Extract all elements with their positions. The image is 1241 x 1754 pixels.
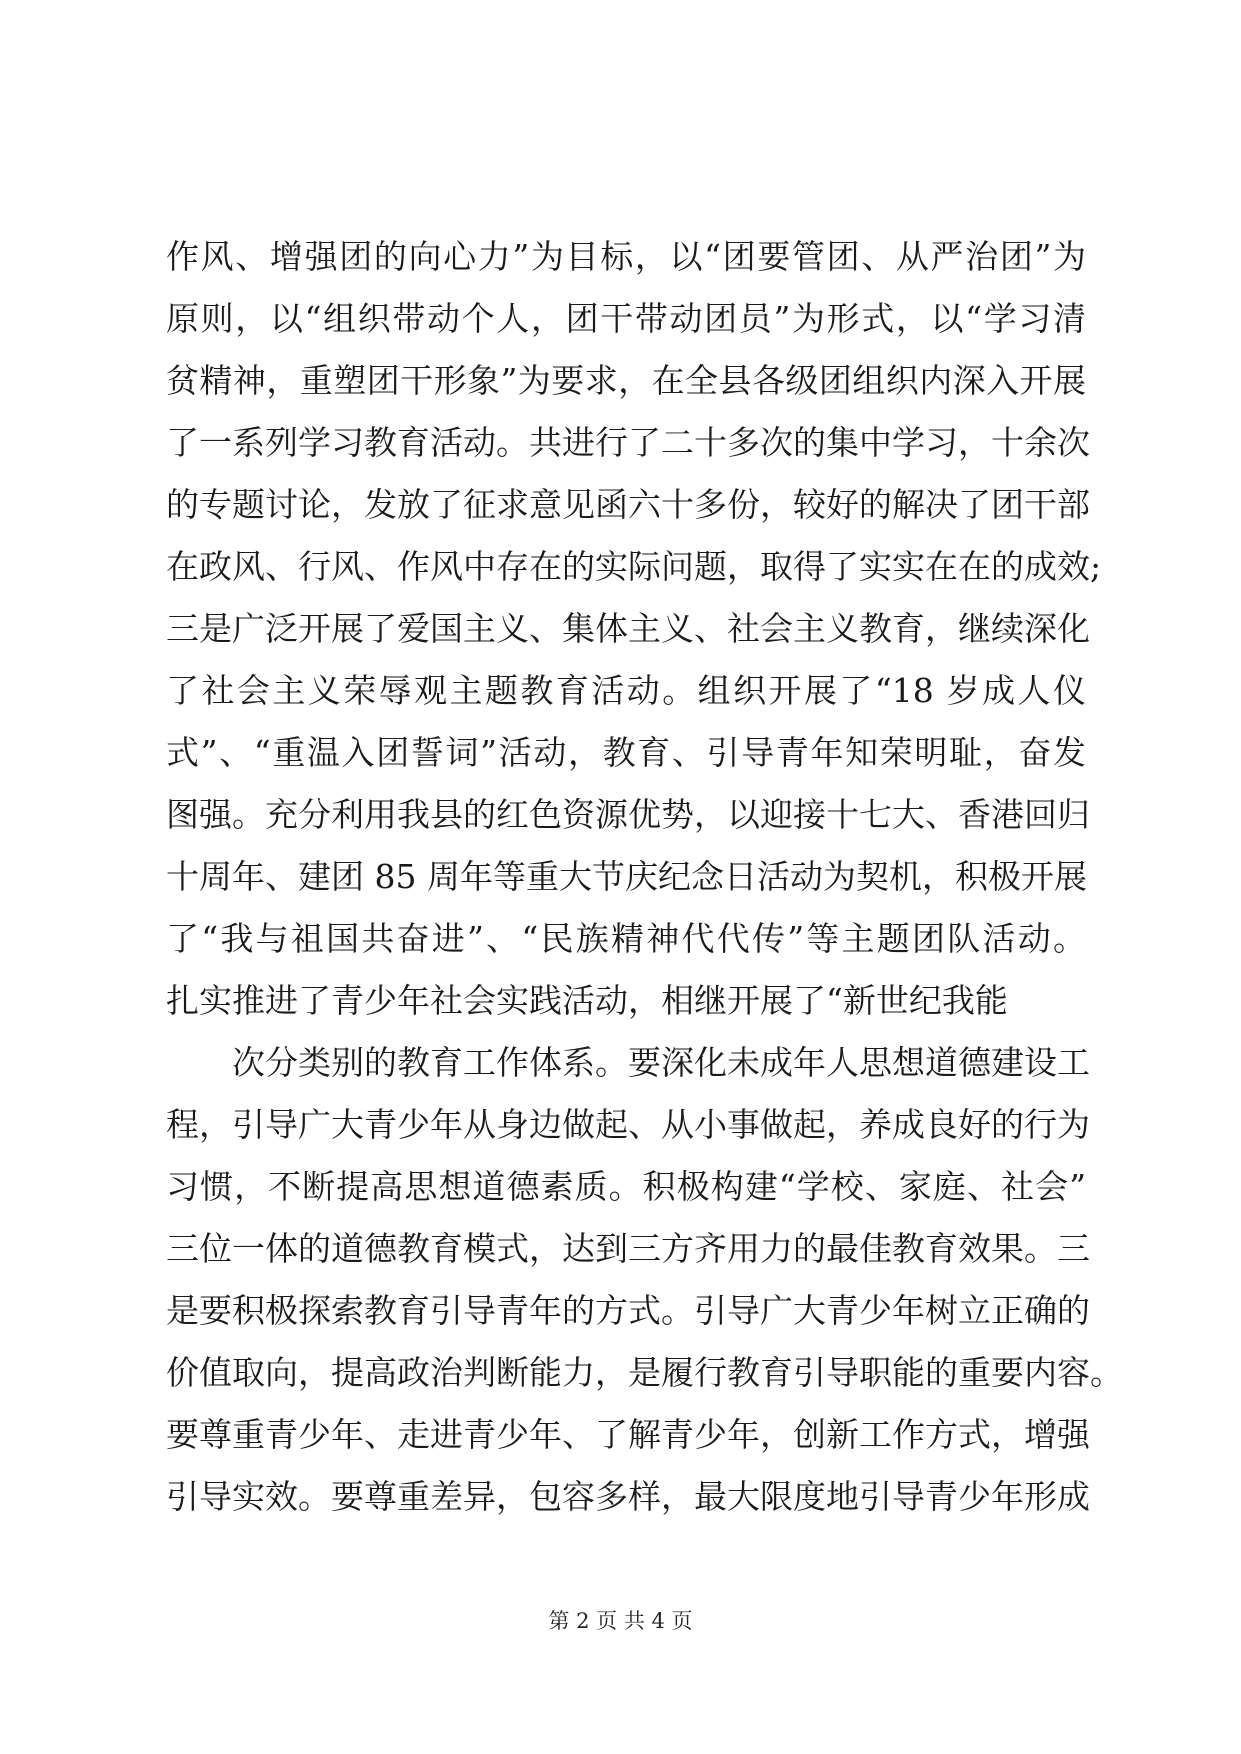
text-line: 三位一体的道德教育模式，达到三方齐用力的最佳教育效果。三 bbox=[166, 1229, 1090, 1268]
text-line: 在政风、行风、作风中存在的实际问题，取得了实实在在的成效; bbox=[166, 547, 1102, 586]
text-line: 次分类别的教育工作体系。要深化未成年人思想道德建设工 bbox=[232, 1043, 1090, 1082]
text-line: 式”、“重温入团誓词”活动，教育、引导青年知荣明耻，奋发 bbox=[166, 733, 1086, 772]
text-line: 图强。充分利用我县的红色资源优势，以迎接十七大、香港回归 bbox=[166, 795, 1090, 834]
text-line: 习惯，不断提高思想道德素质。积极构建“学校、家庭、社会” bbox=[166, 1167, 1086, 1206]
text-line: 了“我与祖国共奋进”、“民族精神代代传”等主题团队活动。 bbox=[166, 919, 1086, 958]
text-line: 引导实效。要尊重差异，包容多样，最大限度地引导青少年形成 bbox=[166, 1477, 1090, 1516]
text-line: 价值取向，提高政治判断能力，是履行教育引导职能的重要内容。 bbox=[166, 1353, 1123, 1392]
text-line: 了一系列学习教育活动。共进行了二十多次的集中学习，十余次 bbox=[166, 423, 1090, 462]
text-line: 原则，以“组织带动个人，团干带动团员”为形式，以“学习清 bbox=[166, 299, 1086, 338]
text-line: 十周年、建团 85 周年等重大节庆纪念日活动为契机，积极开展 bbox=[166, 857, 1087, 896]
text-line: 程，引导广大青少年从身边做起、从小事做起，养成良好的行为 bbox=[166, 1105, 1090, 1144]
text-line: 扎实推进了青少年社会实践活动，相继开展了“新世纪我能 bbox=[166, 981, 1008, 1020]
text-line: 三是广泛开展了爱国主义、集体主义、社会主义教育，继续深化 bbox=[166, 609, 1090, 648]
text-line: 了社会主义荣辱观主题教育活动。组织开展了“18 岁成人仪 bbox=[166, 671, 1086, 710]
text-line: 作风、增强团的向心力”为目标，以“团要管团、从严治团”为 bbox=[166, 237, 1086, 276]
text-line: 是要积极探索教育引导青年的方式。引导广大青少年树立正确的 bbox=[166, 1291, 1090, 1330]
page-number-footer: 第 2 页 共 4 页 bbox=[548, 1609, 693, 1633]
body-text bbox=[166, 226, 1123, 1528]
text-line: 贫精神，重塑团干形象”为要求，在全县各级团组织内深入开展 bbox=[166, 361, 1086, 400]
text-line: 的专题讨论，发放了征求意见函六十多份，较好的解决了团干部 bbox=[166, 485, 1090, 524]
text-line: 要尊重青少年、走进青少年、了解青少年，创新工作方式，增强 bbox=[166, 1415, 1090, 1454]
